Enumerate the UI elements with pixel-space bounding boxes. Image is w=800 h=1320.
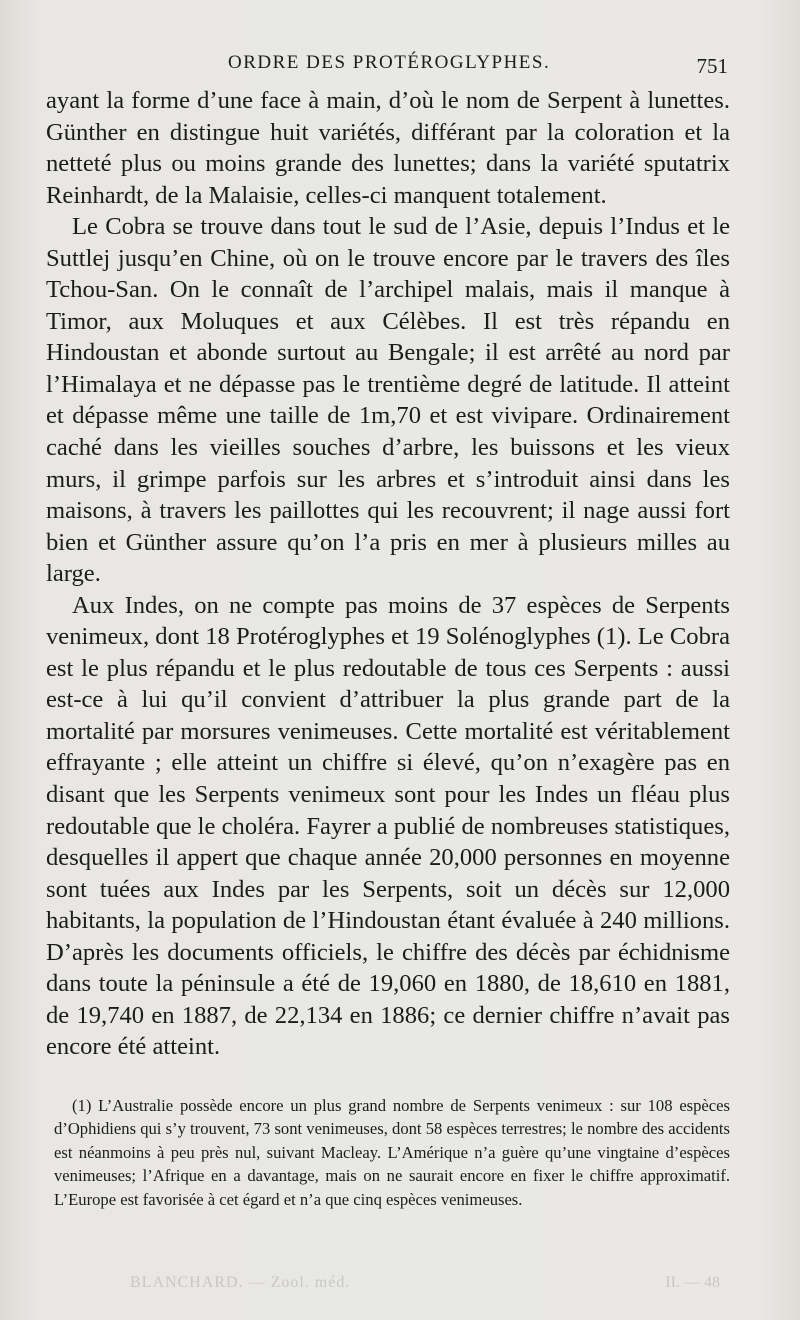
body-text — [46, 85, 730, 1063]
page-header — [48, 48, 728, 82]
page-number: 751 — [696, 54, 728, 78]
running-title: ORDRE DES PROTÉROGLYPHES. — [228, 52, 551, 73]
bleed-signature-left: BLANCHARD. — Zool. méd. — [130, 1274, 351, 1291]
footnote-text: (1) L’Australie possède encore un plus grand nombre de Serpents venimeux : sur 108 espèces d’Ophidiens qui s’y trouvent, 73 sont venimeuses, dont 58 espèces terrestres; le nombre des accidents est néanmoins à peu près nul, suivant Macleay. L’Amérique n’a guère qu’une vingtaine d’espèces venimeuses; l’Afrique en a davantage, mais on ne saurait encore en fixer le chiffre approximatif. L’Europe est favorisée à cet égard et n’a que cinq espèces venimeuses. — [54, 1096, 730, 1209]
paragraph-1: ayant la forme d’une face à main, d’où le nom de Serpent à lunettes. Günther en distingue huit variétés, différant par la coloration et la netteté plus ou moins grande des lunettes; dans la variété sputatrix Reinhardt, de la Malaisie, celles-ci manquent totalement. — [46, 87, 730, 209]
paragraph-2: Le Cobra se trouve dans tout le sud de l’Asie, depuis l’Indus et le Suttlej jusqu’en Chine, où on le trouve encore par le travers des îles Tchou-San. On le connaît de l’archipel malais, mais il manque à Timor, aux Moluques et aux Célèbes. Il est très répandu en Hindoustan et abonde surtout au Bengale; il est arrêté au nord par l’Himalaya et ne dépasse pas le trentième degré de latitude. Il atteint et dépasse même une taille de 1m,70 et est vivipare. Ordinairement caché dans les vieilles souches d’arbre, les buissons et les vieux murs, il grimpe parfois sur les arbres et s’introduit ainsi dans les maisons, à travers les paillottes qui les recouvrent; il nage aussi fort bien et Günther assure qu’on l’a pris en mer à plusieurs milles au large. — [46, 213, 730, 588]
footnote — [54, 1094, 730, 1211]
bleed-signature-right: II. — 48 — [665, 1274, 720, 1291]
paragraph-3: Aux Indes, on ne compte pas moins de 37 espèces de Serpents venimeux, dont 18 Protéroglyphes et 19 Solénoglyphes (1). Le Cobra est le plus répandu et le plus redoutable de tous ces Serpents : aussi est-ce à lui qu’il convient d’attribuer la plus grande part de la mortalité par morsures venimeuses. Cette mortalité est véritablement effrayante ; elle atteint un chiffre si élevé, qu’on n’exagère pas en disant que les Serpents venimeux sont pour les Indes un fléau plus redoutable que le choléra. Fayrer a publié de nombreuses statistiques, desquelles il appert que chaque année 20,000 personnes en moyenne sont tuées aux Indes par les Serpents, soit un décès sur 12,000 habitants, la population de l’Hindoustan étant évaluée à 240 millions. D’après les documents officiels, le chiffre des décès par échidnisme dans toute la péninsule a été de 19,060 en 1880, de 18,610 en 1881, de 19,740 en 1887, de 22,134 en 1886; ce dernier chiffre n’avait pas encore été atteint. — [46, 591, 730, 1061]
bleed-through-signature — [130, 1256, 730, 1296]
